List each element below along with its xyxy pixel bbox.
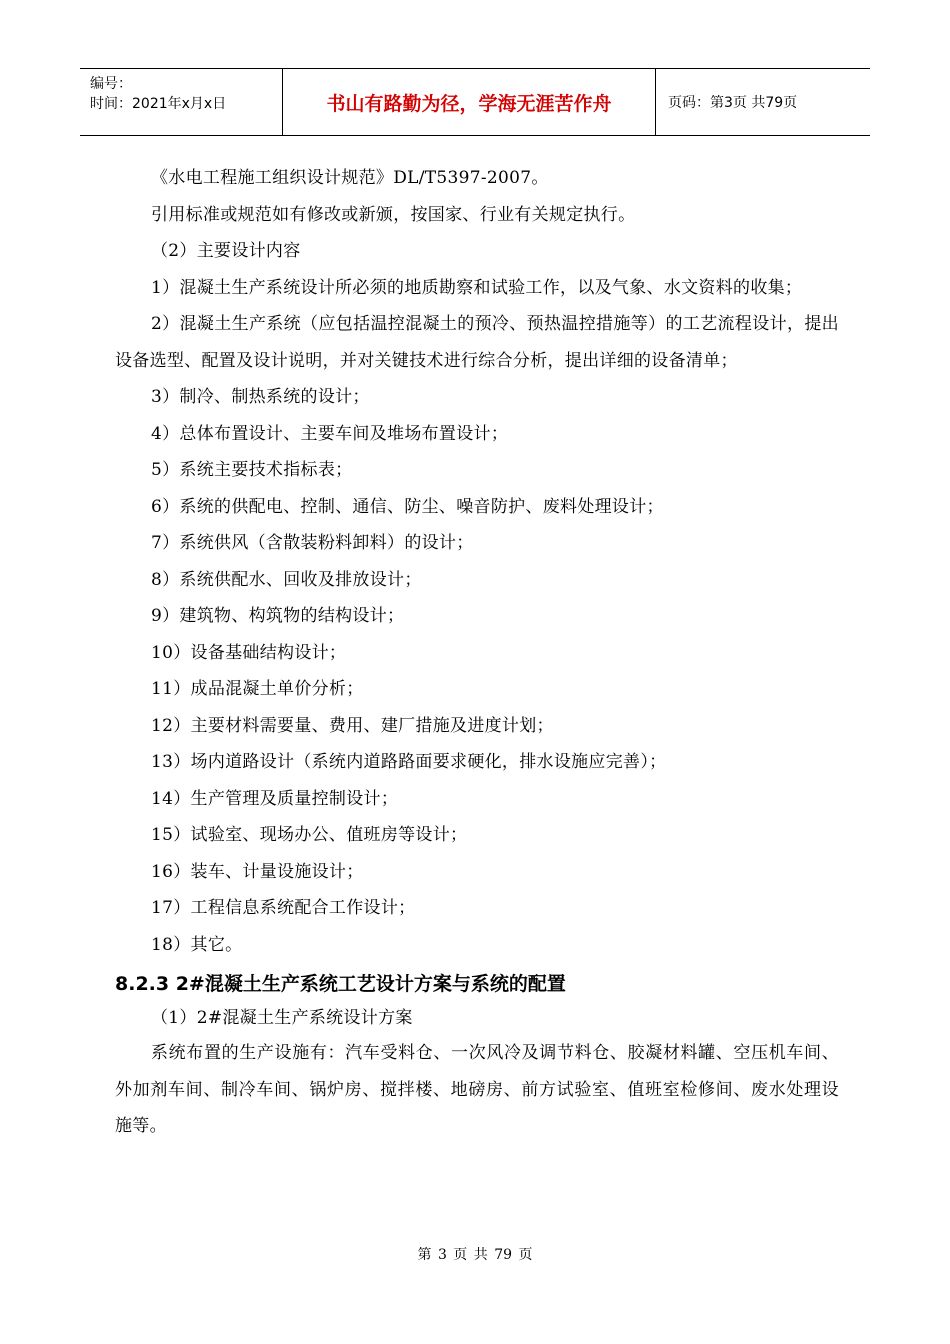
- section-heading: 8.2.3 2#混凝土生产系统工艺设计方案与系统的配置: [115, 973, 566, 995]
- page-header: [80, 68, 870, 136]
- list-item: 10）设备基础结构设计；: [151, 642, 347, 663]
- list-item: 2）混凝土生产系统（应包括温控混凝土的预冷、预热温控措施等）的工艺流程设计，提出设备选型、配置及设计说明，并对关键技术进行综合分析，提出详细的设备清单；: [115, 314, 839, 371]
- list-item: 13）场内道路设计（系统内道路路面要求硬化，排水设施应完善）；: [151, 752, 667, 772]
- list-item: 6）系统的供配电、控制、通信、防尘、噪音防护、废料处理设计；: [151, 496, 664, 517]
- list-item: 16）装车、计量设施设计；: [151, 861, 364, 882]
- list-item: 3）制冷、制热系统的设计；: [151, 387, 370, 407]
- paragraph: （2）主要设计内容: [151, 241, 301, 261]
- list-item: 5）系统主要技术指标表；: [151, 460, 353, 480]
- list-item: 14）生产管理及质量控制设计；: [151, 788, 399, 809]
- list-item: 9）建筑物、构筑物的结构设计；: [151, 606, 405, 626]
- header-page-info: 页码：第3页 共79页: [668, 95, 798, 111]
- header-meta: [80, 69, 283, 135]
- paragraph: 引用标准或规范如有修改或新颁，按国家、行业有关规定执行。: [151, 204, 636, 225]
- list-item: 12）主要材料需要量、费用、建厂措施及进度计划；: [151, 715, 554, 736]
- list-item: 11）成品混凝土单价分析；: [151, 679, 364, 699]
- document-date: 时间：2021年x月x日: [90, 96, 227, 112]
- list-item: 15）试验室、现场办公、值班房等设计；: [151, 825, 468, 845]
- paragraph: 《水电工程施工组织设计规范》DL/T5397-2007。: [151, 168, 549, 188]
- list-item: 1）混凝土生产系统设计所必须的地质勘察和试验工作，以及气象、水文资料的收集；: [151, 277, 803, 298]
- page-footer: 第 3 页 共 79 页: [417, 1247, 533, 1263]
- list-item: 4）总体布置设计、主要车间及堆场布置设计；: [151, 423, 509, 444]
- paragraph: 系统布置的生产设施有：汽车受料仓、一次风冷及调节料仓、胶凝材料罐、空压机车间、外加剂车间、制冷车间、锅炉房、搅拌楼、地磅房、前方试验室、值班室检修间、废水处理设施等。: [115, 1043, 839, 1136]
- subsection-heading: （1）2#混凝土生产系统设计方案: [151, 1008, 413, 1028]
- document-number-label: 编号：: [90, 76, 132, 92]
- list-item: 8）系统供配水、回收及排放设计；: [151, 569, 422, 590]
- header-motto: 书山有路勤为径，学海无涯苦作舟: [283, 69, 656, 135]
- list-item: 7）系统供风（含散装粉料卸料）的设计；: [151, 533, 474, 553]
- document-body: [115, 160, 839, 1145]
- list-item: 17）工程信息系统配合工作设计；: [151, 898, 416, 918]
- list-item: 18）其它。: [151, 934, 243, 955]
